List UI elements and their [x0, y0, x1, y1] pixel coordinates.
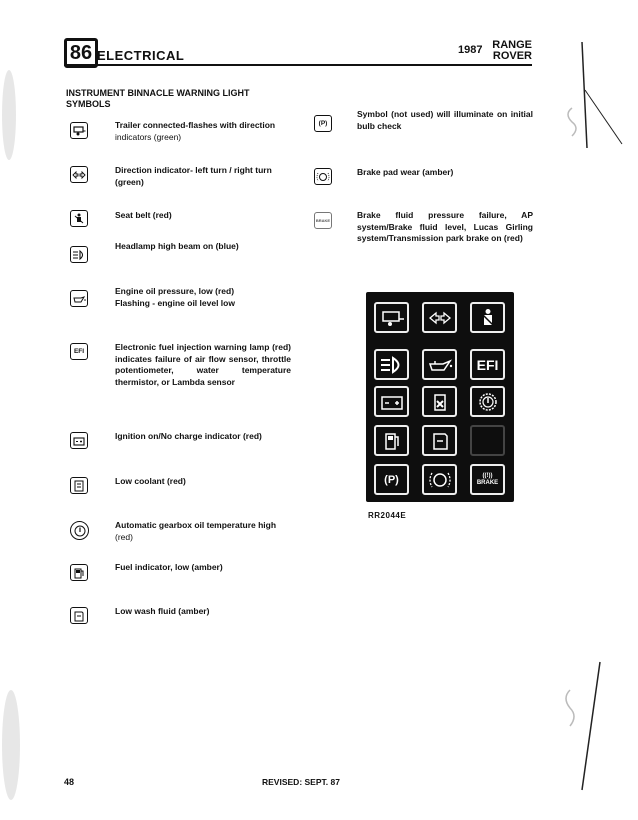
panel-park-brake-text: (P)	[384, 473, 399, 486]
description-line: (green)	[115, 176, 144, 187]
model-name-line2: ROVER	[492, 50, 532, 62]
description-line: (red)	[115, 531, 133, 542]
symbols-heading: INSTRUMENT BINNACLE WARNING LIGHT SYMBOLS	[66, 88, 250, 109]
description-line: Trailer connected-flashes with direction	[115, 120, 276, 130]
wash-fluid-icon	[70, 607, 88, 624]
headlamp-description: Headlamp high beam on (blue)	[115, 241, 239, 251]
park-brake-icon-text: (P)	[318, 120, 328, 127]
brake-failure-description: Brake fluid pressure failure, AP system/Brake fluid level, Lucas Girling system/Transmission park brake on (red)	[357, 210, 533, 243]
fuel-description: Fuel indicator, low (amber)	[115, 562, 223, 572]
description-line: Direction indicator- left turn / right turn	[115, 165, 272, 175]
gearbox-description	[115, 520, 305, 543]
panel-park-brake-icon	[374, 464, 409, 495]
panel-coolant-icon	[422, 386, 457, 417]
panel-wash-fluid-icon	[422, 425, 457, 456]
figure-id: RR2044E	[368, 511, 407, 520]
panel-brake-failure-label	[477, 473, 498, 487]
fuel-pump-icon	[70, 564, 88, 581]
panel-efi-icon	[470, 349, 505, 380]
wash-fluid-description: Low wash fluid (amber)	[115, 606, 210, 616]
brake-pad-wear-icon	[314, 168, 332, 185]
page-number: 48	[64, 777, 75, 787]
scan-smudge	[2, 70, 16, 160]
coolant-description: Low coolant (red)	[115, 476, 186, 486]
oil-can-icon	[70, 290, 88, 307]
scan-smudge	[2, 690, 20, 800]
panel-blank-cell	[470, 425, 505, 456]
model-year: 1987	[458, 44, 483, 56]
oil-pressure-description	[115, 286, 295, 309]
description-line: Flashing - engine oil level low	[115, 297, 235, 308]
binding-marks-top	[560, 40, 630, 150]
panel-brake-failure-icon	[470, 464, 505, 495]
model-name	[486, 40, 532, 62]
coolant-icon	[70, 477, 88, 494]
direction-indicator-icon	[70, 166, 88, 183]
model-name-line1: RANGE	[492, 39, 532, 51]
section-number-box: 86	[64, 38, 98, 68]
panel-battery-icon	[374, 386, 409, 417]
brake-failure-icon	[314, 212, 332, 229]
section-title: ELECTRICAL	[97, 48, 185, 63]
battery-icon	[70, 432, 88, 449]
panel-efi-text: EFI	[476, 356, 499, 373]
ignition-description: Ignition on/No charge indicator (red)	[115, 431, 262, 441]
description-line: indicators (green)	[115, 131, 182, 142]
revision-date: REVISED: SEPT. 87	[262, 777, 340, 787]
park-brake-icon	[314, 115, 332, 132]
efi-icon-text: EFI	[73, 348, 85, 355]
efi-description: Electronic fuel injection warning lamp (red) indicates failure of air flow sensor, throttle potentiometer, water temperature thermistor, or Lambda sensor	[115, 342, 291, 387]
seat-belt-icon	[70, 210, 88, 227]
panel-gearbox-temperature-icon	[470, 386, 505, 417]
efi-icon	[70, 343, 88, 360]
panel-brake-pad-wear-icon	[422, 464, 457, 495]
trailer-description	[115, 120, 295, 143]
description-line: Automatic gearbox oil temperature high	[115, 520, 277, 530]
brake-failure-icon-text: BRAKE	[315, 218, 331, 223]
panel-brake-symbol: ((!))	[482, 472, 493, 479]
gearbox-temperature-icon	[70, 521, 89, 540]
panel-trailer-icon	[374, 302, 409, 333]
panel-fuel-pump-icon	[374, 425, 409, 456]
panel-headlamp-icon	[374, 349, 409, 380]
panel-brake-text: BRAKE	[476, 479, 499, 486]
description-line: Engine oil pressure, low (red)	[115, 286, 235, 296]
warning-light-panel	[366, 292, 514, 502]
trailer-icon	[70, 122, 88, 139]
brake-pad-wear-description: Brake pad wear (amber)	[357, 167, 454, 177]
panel-direction-indicator-icon	[422, 302, 457, 333]
header-rule	[64, 64, 532, 66]
park-brake-description: Symbol (not used) will illuminate on initial bulb check	[357, 109, 533, 131]
binding-marks-bottom	[560, 660, 630, 800]
panel-seat-belt-icon	[470, 302, 505, 333]
direction-indicator-description	[115, 165, 295, 188]
panel-oil-can-icon	[422, 349, 457, 380]
headlamp-high-beam-icon	[70, 246, 88, 263]
seat-belt-description: Seat belt (red)	[115, 210, 172, 220]
